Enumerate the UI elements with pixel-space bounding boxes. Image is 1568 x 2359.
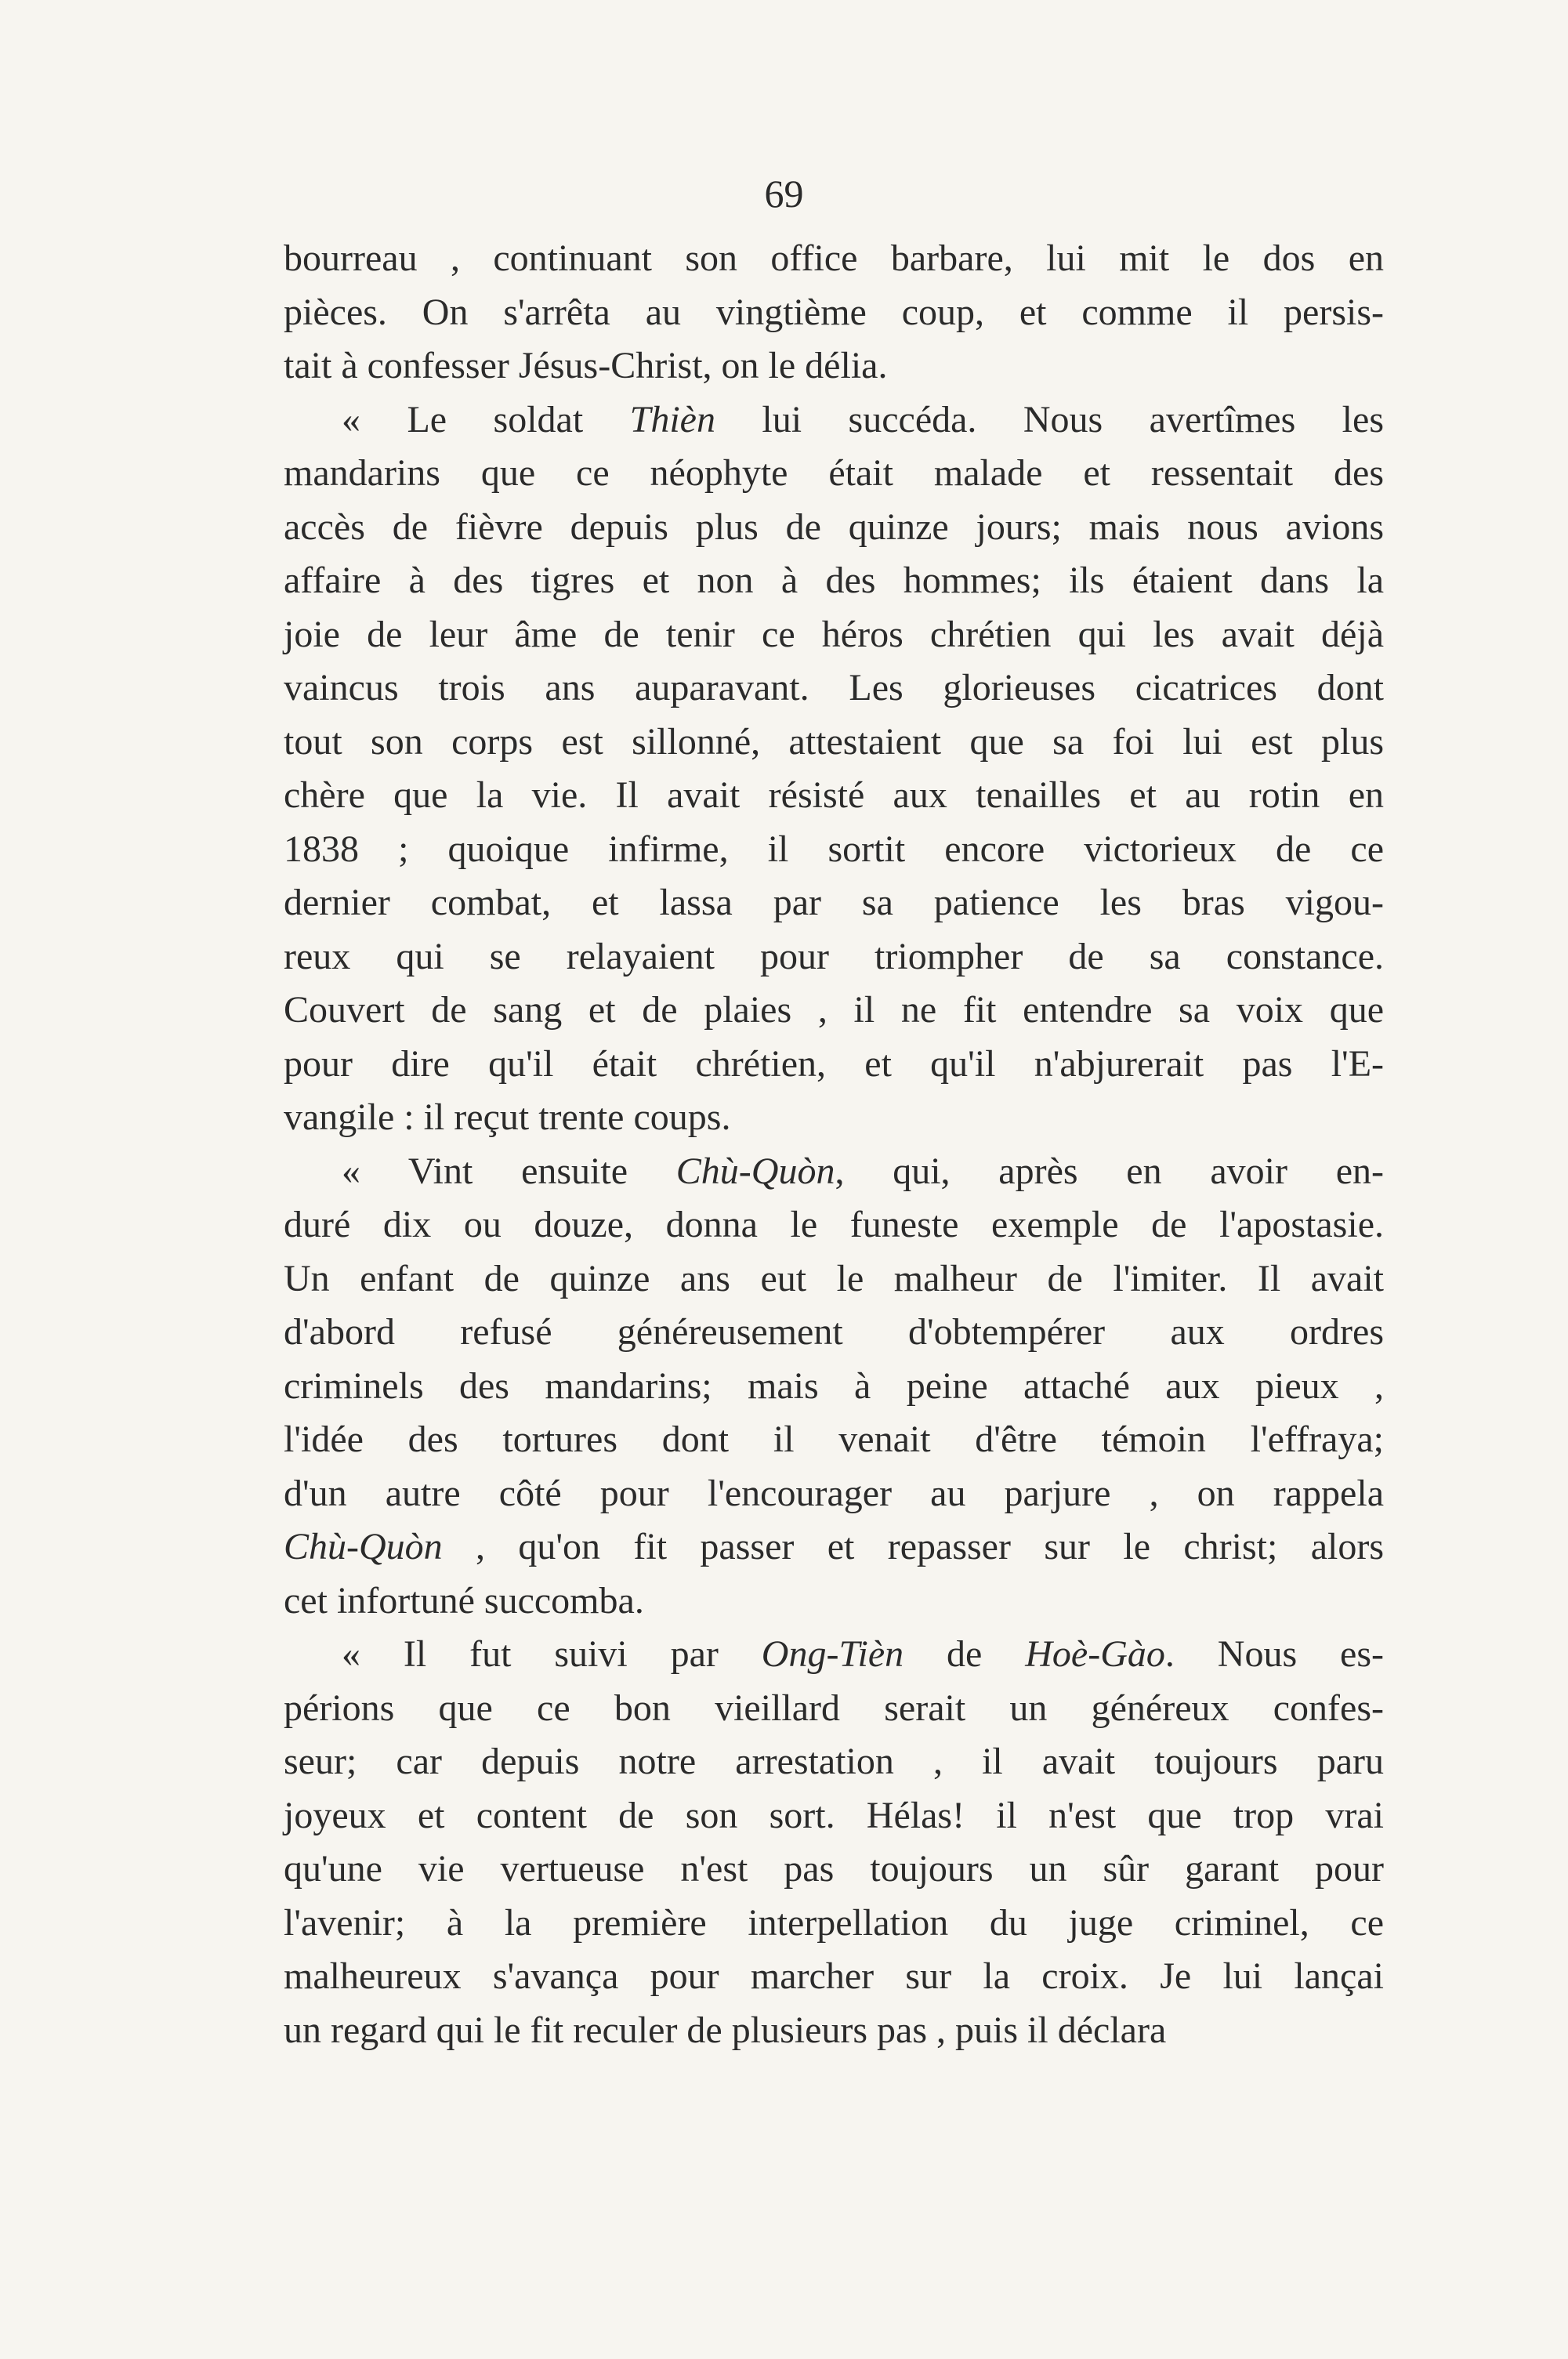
text-line	[284, 1413, 1384, 1467]
text-line	[284, 823, 1384, 877]
text-segment: de	[904, 1633, 1026, 1675]
text-segment: bourreau , continuant son office barbare, lui mit le dos en	[284, 237, 1384, 279]
text-segment: , qui, après en avoir en-	[835, 1150, 1385, 1192]
text-line	[284, 339, 1384, 393]
text-segment: l'idée des tortures dont il venait d'être témoin l'effraya;	[284, 1419, 1384, 1460]
page-number: 69	[764, 172, 804, 216]
italic-name: Chù-Quòn	[675, 1150, 835, 1192]
text-segment: pièces. On s'arrêta au vingtième coup, et comme il persis-	[284, 291, 1384, 333]
text-segment: malheureux s'avança pour marcher sur la croix. Je lui lançai	[284, 1955, 1384, 1997]
text-segment: vangile : il reçut trente coups.	[284, 1096, 731, 1138]
text-line	[284, 1789, 1384, 1843]
text-segment: , qu'on fit passer et repasser sur le christ; alors	[442, 1526, 1384, 1567]
text-segment: Couvert de sang et de plaies , il ne fit entendre sa voix que	[284, 989, 1384, 1031]
text-line	[284, 1520, 1384, 1574]
text-line	[284, 286, 1384, 340]
text-segment: mandarins que ce néophyte était malade et ressentait des	[284, 452, 1384, 494]
text-line	[284, 1735, 1384, 1789]
paragraph	[284, 1145, 1384, 1629]
text-line	[284, 232, 1384, 286]
italic-name: Hoè-Gào	[1025, 1633, 1165, 1675]
text-line	[284, 554, 1384, 608]
text-segment: « Il fut suivi par	[342, 1633, 762, 1675]
text-segment: 1838 ; quoique infirme, il sortit encore victorieux de ce	[284, 828, 1384, 870]
text-line	[284, 1628, 1384, 1682]
text-line	[284, 769, 1384, 823]
text-segment: criminels des mandarins; mais à peine attaché aux pieux ,	[284, 1364, 1384, 1407]
italic-name: Ong-Tièn	[761, 1633, 904, 1675]
text-segment: l'avenir; à la première interpellation du juge criminel, ce	[284, 1901, 1384, 1944]
text-line	[284, 1091, 1384, 1145]
text-line	[284, 1574, 1384, 1629]
text-segment: accès de fièvre depuis plus de quinze jours; mais nous avions	[284, 506, 1384, 548]
text-segment: affaire à des tigres et non à des hommes; ils étaient dans la	[284, 560, 1384, 601]
text-segment: tout son corps est sillonné, attestaient que sa foi lui est plus	[284, 720, 1384, 763]
text-line	[284, 984, 1384, 1038]
text-line	[284, 447, 1384, 501]
body-text	[284, 232, 1384, 2057]
text-line	[284, 1198, 1384, 1252]
text-line	[284, 608, 1384, 662]
text-line	[284, 2004, 1384, 2058]
text-segment: joyeux et content de son sort. Hélas! il n'est que trop vrai	[284, 1794, 1384, 1836]
text-line	[284, 1306, 1384, 1360]
text-segment: chère que la vie. Il avait résisté aux tenailles et au rotin en	[284, 774, 1384, 816]
text-line	[284, 1467, 1384, 1521]
text-line	[284, 1038, 1384, 1092]
text-segment: un regard qui le fit reculer de plusieurs pas , puis il déclara	[284, 2009, 1167, 2051]
text-segment: qu'une vie vertueuse n'est pas toujours un sûr garant pour	[284, 1848, 1384, 1890]
text-segment: Un enfant de quinze ans eut le malheur de l'imiter. Il avait	[284, 1257, 1384, 1299]
text-segment: cet infortuné succomba.	[284, 1579, 644, 1622]
text-line	[284, 1145, 1384, 1199]
text-segment: reux qui se relayaient pour triompher de sa constance.	[284, 935, 1384, 977]
text-segment: « Vint ensuite	[342, 1150, 676, 1192]
text-segment: d'abord refusé généreusement d'obtempérer aux ordres	[284, 1311, 1384, 1353]
text-line	[284, 930, 1384, 984]
text-segment: d'un autre côté pour l'encourager au parjure , on rappela	[284, 1472, 1384, 1514]
text-line	[284, 716, 1384, 770]
text-segment: périons que ce bon vieillard serait un généreux confes-	[284, 1687, 1384, 1729]
text-line	[284, 501, 1384, 555]
text-line	[284, 1897, 1384, 1951]
text-line	[284, 1360, 1384, 1414]
text-segment: duré dix ou douze, donna le funeste exemple de l'apostasie.	[284, 1204, 1384, 1245]
text-line	[284, 876, 1384, 930]
paragraph	[284, 232, 1384, 393]
text-line	[284, 1950, 1384, 2004]
text-line	[284, 1843, 1384, 1897]
italic-name: Thièn	[629, 398, 715, 440]
text-segment: . Nous es-	[1164, 1633, 1385, 1675]
text-segment: pour dire qu'il était chrétien, et qu'il n'abjurerait pas l'E-	[284, 1042, 1384, 1085]
text-segment: lui succéda. Nous avertîmes les	[715, 398, 1385, 440]
paragraph	[284, 1628, 1384, 2057]
text-segment: dernier combat, et lassa par sa patience les bras vigou-	[284, 882, 1384, 923]
italic-name: Chù-Quòn	[284, 1526, 443, 1567]
text-segment: « Le soldat	[342, 398, 630, 440]
text-line	[284, 1252, 1384, 1306]
paragraph	[284, 393, 1384, 1145]
text-line	[284, 661, 1384, 716]
text-segment: vaincus trois ans auparavant. Les glorieuses cicatrices dont	[284, 667, 1384, 708]
text-segment: joie de leur âme de tenir ce héros chrétien qui les avait déjà	[284, 613, 1384, 655]
text-segment: seur; car depuis notre arrestation , il avait toujours paru	[284, 1741, 1384, 1782]
text-line	[284, 393, 1384, 448]
text-line	[284, 1682, 1384, 1736]
text-segment: tait à confesser Jésus-Christ, on le délia.	[284, 345, 888, 386]
